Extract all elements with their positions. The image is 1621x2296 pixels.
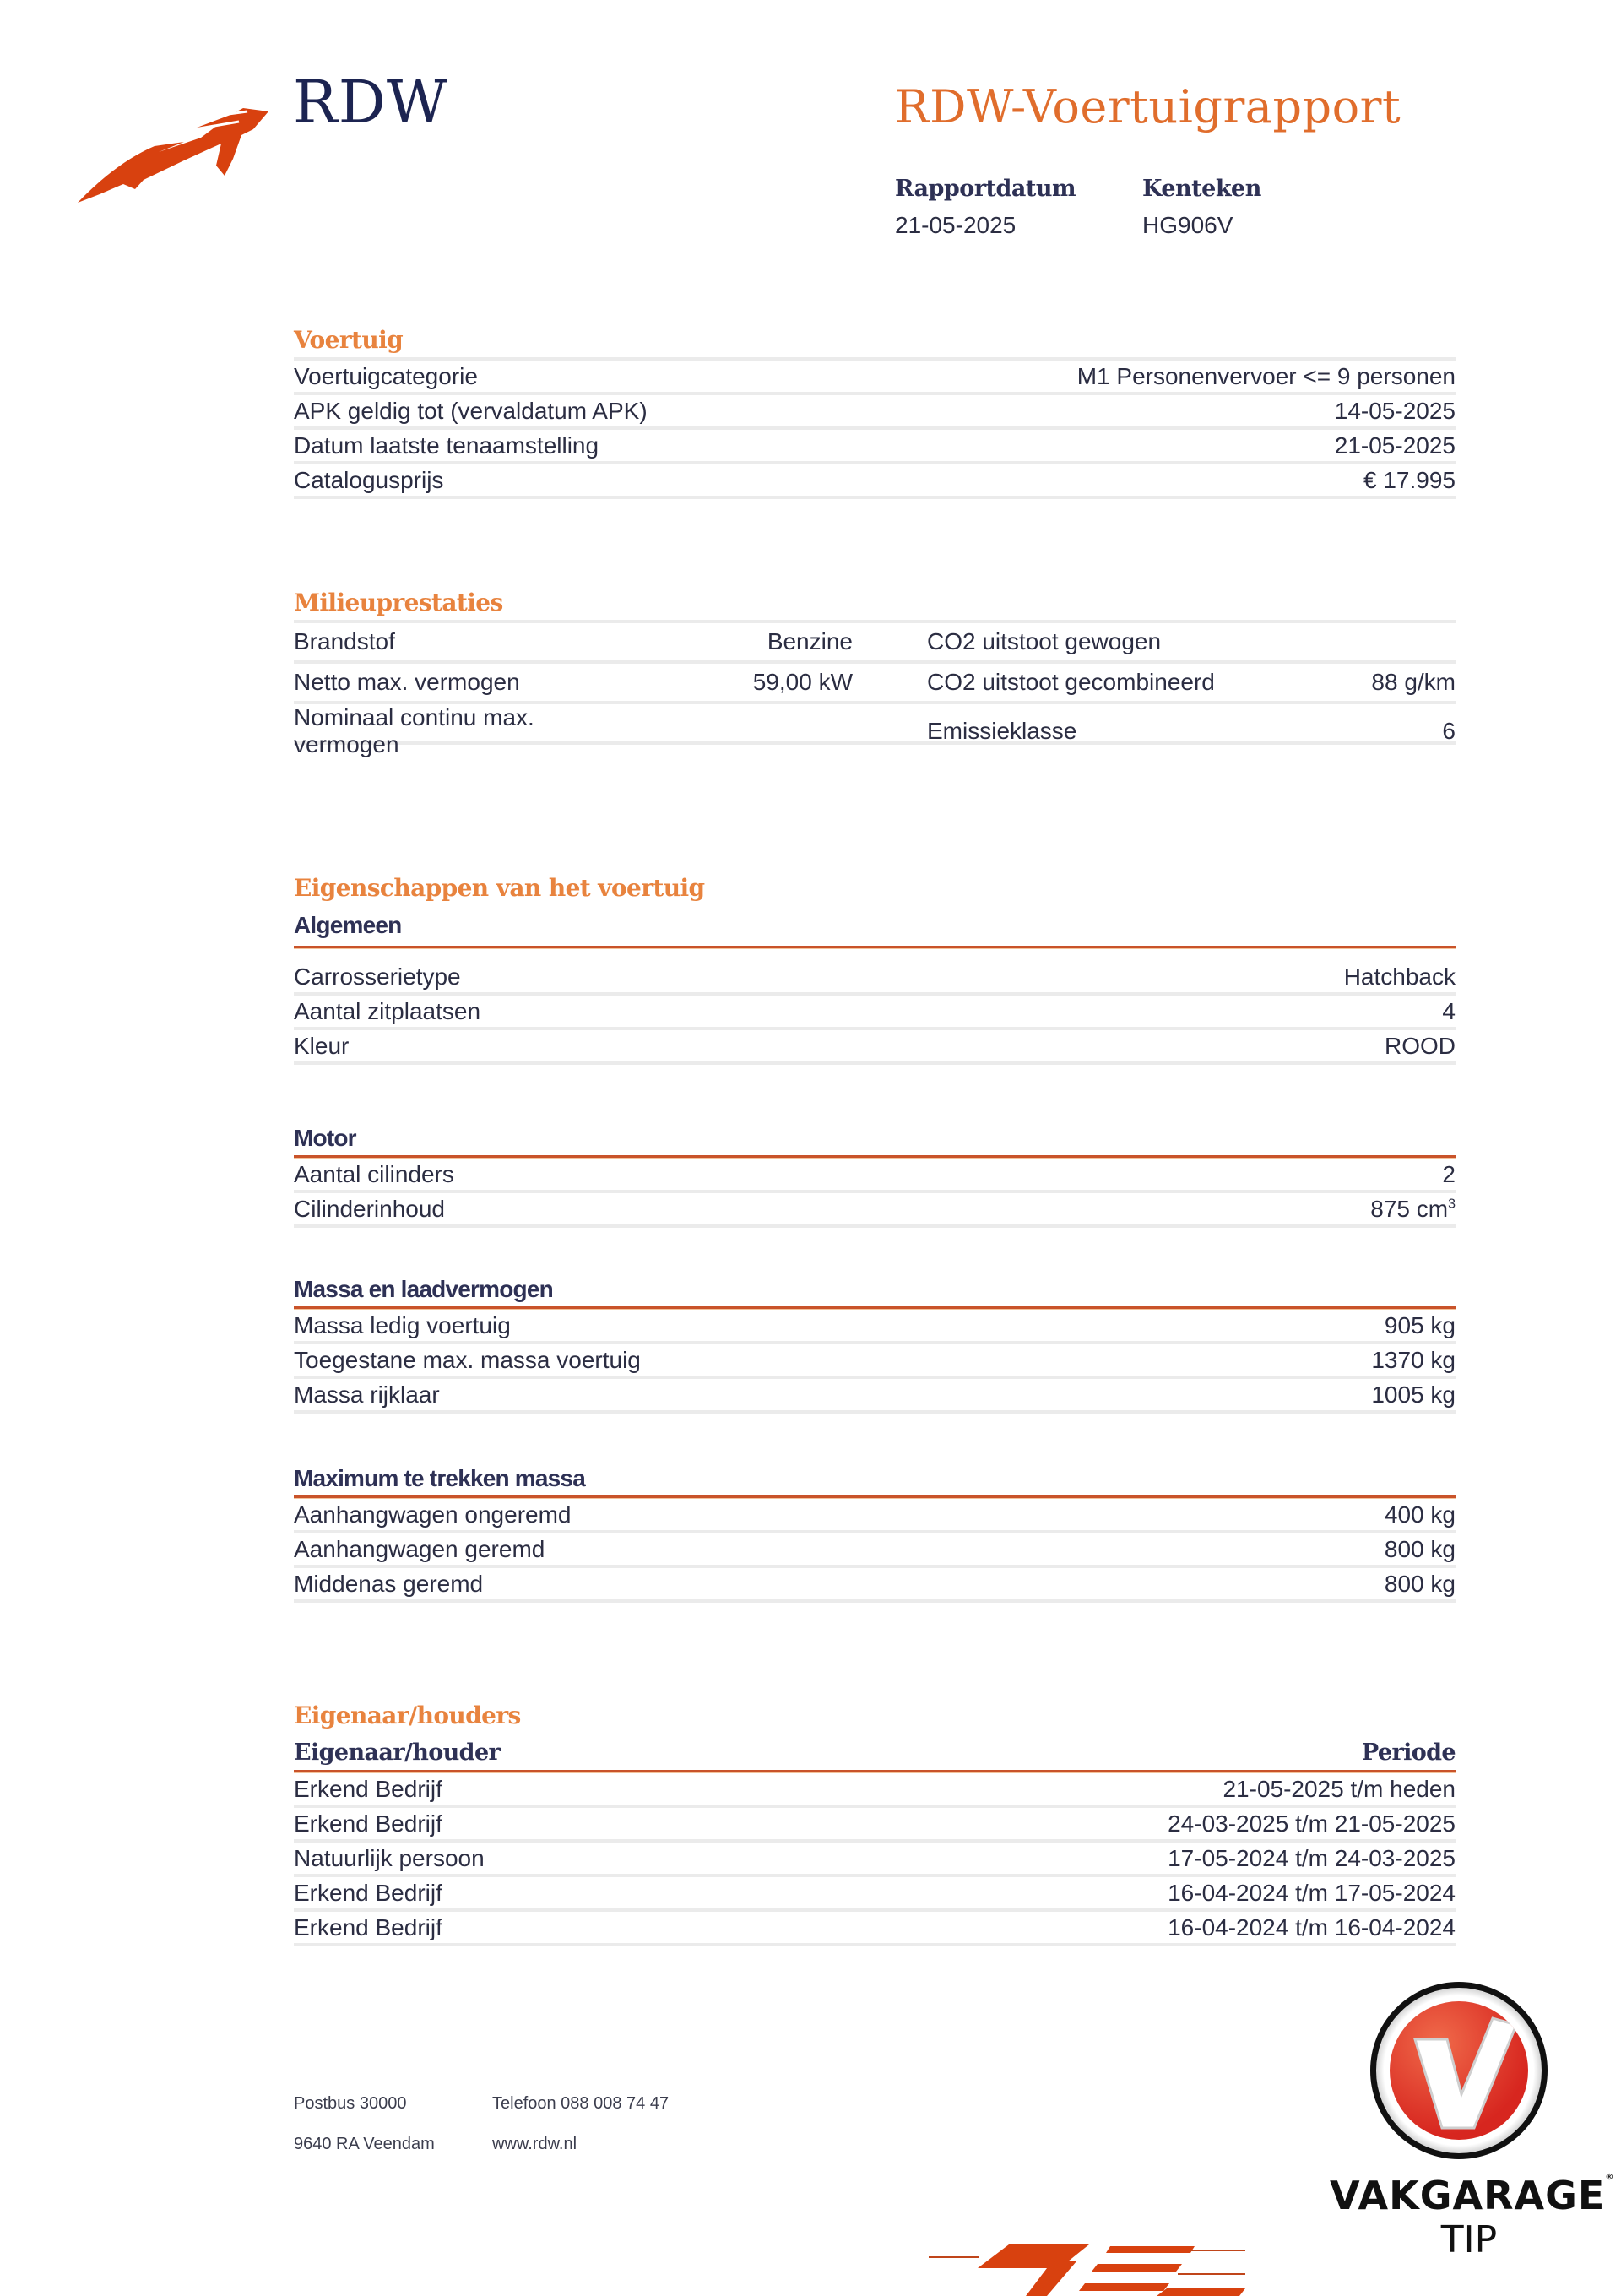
row-label: Netto max. vermogen	[294, 669, 520, 695]
row-label: APK geldig tot (vervaldatum APK)	[294, 397, 648, 424]
row-label: Cilinderinhoud	[294, 1195, 446, 1222]
row-value: 6	[1442, 718, 1456, 744]
table-row	[294, 1533, 1456, 1568]
footer-address: 9640 RA Veendam	[294, 2135, 435, 2153]
table-row	[294, 1159, 1456, 1193]
superscript: 3	[1448, 1197, 1456, 1212]
table-row	[294, 395, 1456, 430]
table-row	[294, 623, 1456, 664]
table-row	[294, 1379, 1456, 1414]
section-title: Milieuprestaties	[294, 589, 503, 616]
vakgarage-tip-badge	[1330, 1980, 1615, 2293]
vakgarage-tip-label: TIP	[1440, 2218, 1498, 2261]
license-plate-value: HG906V	[1142, 212, 1233, 238]
row-label: Kleur	[294, 1032, 350, 1059]
row-value: Benzine	[767, 628, 853, 654]
row-label: Aanhangwagen geremd	[294, 1535, 545, 1562]
row-value: 400 kg	[1384, 1501, 1456, 1528]
row-label: Carrosserietype	[294, 963, 461, 990]
row-value: 21-05-2025	[1334, 432, 1456, 459]
subsection-title: Massa en laadvermogen	[294, 1276, 553, 1302]
row-label: Nominaal continu max. vermogen	[294, 704, 534, 757]
table-row	[294, 1344, 1456, 1379]
row-value: 2	[1442, 1160, 1456, 1187]
table-row	[294, 1843, 1456, 1877]
row-label: Emissieklasse	[927, 718, 1077, 744]
v-check-icon	[1390, 2001, 1528, 2140]
table-header	[294, 1736, 1456, 1770]
table-row	[294, 361, 1456, 395]
subsection-massa	[294, 1273, 1456, 1414]
section-eigenschappen	[294, 871, 1456, 1065]
table-row	[294, 1030, 1456, 1065]
subsection-motor	[294, 1121, 1456, 1228]
table-row	[294, 664, 1456, 704]
row-value: 800 kg	[1384, 1535, 1456, 1562]
column-header-owner: Eigenaar/houder	[294, 1740, 501, 1766]
section-title: Eigenschappen van het voertuig	[294, 874, 705, 902]
section-voertuig	[294, 323, 1456, 499]
subsection-title: Motor	[294, 1125, 356, 1151]
table-row	[294, 1773, 1456, 1808]
rdw-stripes-decoration-icon	[929, 2228, 1300, 2296]
table-row	[294, 430, 1456, 464]
report-date-value: 21-05-2025	[895, 212, 1017, 238]
section-title: Eigenaar/houders	[294, 1702, 521, 1729]
row-label: Datum laatste tenaamstelling	[294, 432, 599, 459]
row-value: 4	[1442, 997, 1456, 1024]
row-value: 800 kg	[1384, 1570, 1456, 1597]
period: 21-05-2025 t/m heden	[1223, 1775, 1456, 1802]
footer-postbus: Postbus 30000	[294, 2094, 407, 2113]
subsection-title: Maximum te trekken massa	[294, 1465, 585, 1491]
section-title: Voertuig	[294, 326, 404, 354]
row-value: M1 Personenvervoer <= 9 personen	[1076, 362, 1456, 389]
vakgarage-wordmark: VAKGARAGE	[1330, 2173, 1606, 2218]
report-date-label: Rapportdatum	[895, 176, 1076, 202]
table-row	[294, 1808, 1456, 1843]
subsection-trekken	[294, 1462, 1456, 1603]
report-date-block	[895, 176, 1076, 239]
row-value: ROOD	[1385, 1032, 1456, 1059]
subsection-title: Algemeen	[294, 912, 402, 938]
report-title: RDW-Voertuigrapport	[895, 80, 1401, 133]
displacement-value: 875 cm	[1370, 1195, 1449, 1222]
row-label: CO2 uitstoot gewogen	[927, 628, 1162, 654]
table-row	[294, 1912, 1456, 1946]
row-value: 1005 kg	[1371, 1381, 1456, 1408]
column-header-period: Periode	[1361, 1740, 1456, 1766]
owner-type: Erkend Bedrijf	[294, 1879, 442, 1906]
row-label: Massa rijklaar	[294, 1381, 440, 1408]
vakgarage-circle-icon	[1370, 1982, 1548, 2159]
section-eigenaren	[294, 1699, 1456, 1946]
table-row	[294, 961, 1456, 996]
row-value	[1370, 1196, 1456, 1223]
row-value: Hatchback	[1343, 963, 1456, 990]
period: 16-04-2024 t/m 17-05-2024	[1168, 1879, 1456, 1906]
row-label: Catalogusprijs	[294, 466, 444, 493]
table-row	[294, 704, 1456, 757]
period: 16-04-2024 t/m 16-04-2024	[1168, 1913, 1456, 1940]
row-label: CO2 uitstoot gecombineerd	[927, 669, 1215, 695]
table-row	[294, 1193, 1456, 1228]
registered-mark: ®	[1605, 2173, 1615, 2182]
row-label: Massa ledig voertuig	[294, 1311, 511, 1338]
table-row	[294, 996, 1456, 1030]
row-label: Brandstof	[294, 628, 395, 654]
table-row	[294, 1877, 1456, 1912]
owner-type: Erkend Bedrijf	[294, 1810, 442, 1837]
row-label: Aanhangwagen ongeremd	[294, 1501, 572, 1528]
period: 24-03-2025 t/m 21-05-2025	[1168, 1810, 1456, 1837]
period: 17-05-2024 t/m 24-03-2025	[1168, 1844, 1456, 1871]
row-label: Middenas geremd	[294, 1570, 484, 1597]
table-row	[294, 1499, 1456, 1533]
table-row	[294, 1568, 1456, 1603]
row-value: 59,00 kW	[752, 669, 853, 695]
owner-type: Natuurlijk persoon	[294, 1844, 485, 1871]
license-plate-block	[1142, 176, 1261, 239]
table-row	[294, 1310, 1456, 1344]
owner-type: Erkend Bedrijf	[294, 1775, 442, 1802]
row-value: 88 g/km	[1371, 669, 1456, 695]
rdw-feather-logo-icon	[74, 100, 268, 205]
footer-website[interactable]: www.rdw.nl	[492, 2135, 577, 2153]
table-row	[294, 464, 1456, 499]
row-value: 14-05-2025	[1334, 397, 1456, 424]
row-label: Voertuigcategorie	[294, 362, 478, 389]
row-label: Aantal cilinders	[294, 1160, 454, 1187]
row-value: 905 kg	[1384, 1311, 1456, 1338]
row-label: Toegestane max. massa voertuig	[294, 1346, 641, 1373]
license-plate-label: Kenteken	[1142, 176, 1261, 202]
row-value: € 17.995	[1363, 466, 1456, 493]
owner-type: Erkend Bedrijf	[294, 1913, 442, 1940]
rdw-logo-text: RDW	[293, 68, 448, 137]
row-value: 1370 kg	[1371, 1346, 1456, 1373]
row-label: Aantal zitplaatsen	[294, 997, 481, 1024]
section-milieuprestaties	[294, 586, 1456, 757]
footer-phone: Telefoon 088 008 74 47	[492, 2094, 670, 2113]
